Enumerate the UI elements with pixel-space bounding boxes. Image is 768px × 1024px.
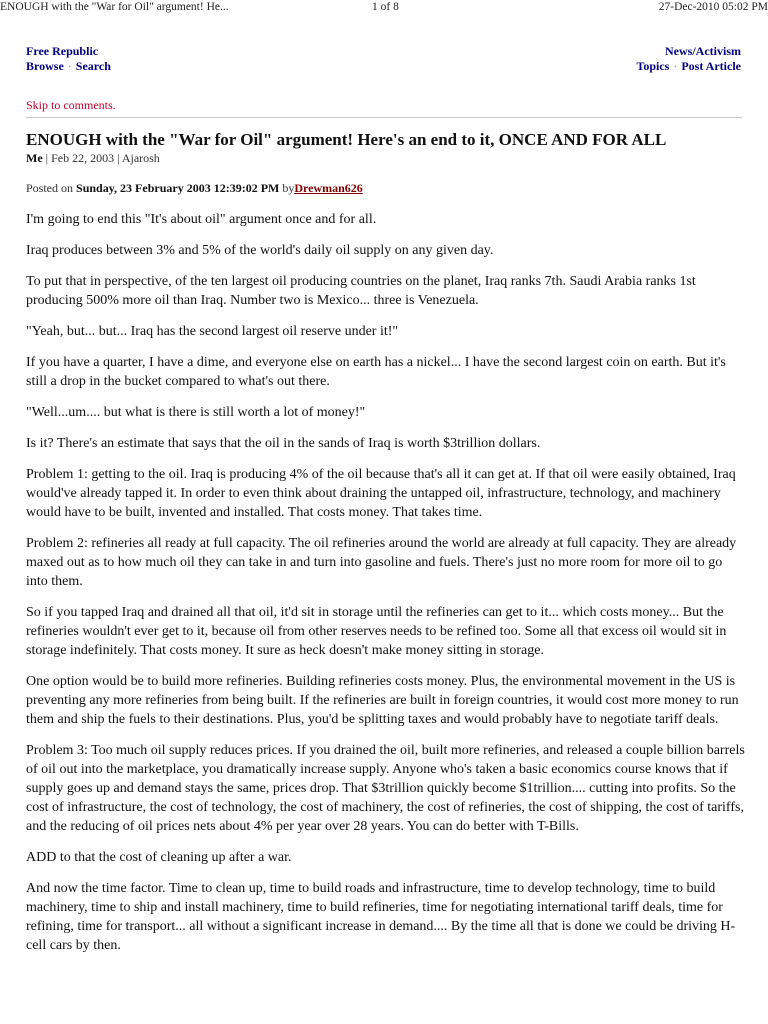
article-source-date: Feb 22, 2003 <box>51 151 115 165</box>
article-paragraph: To put that in perspective, of the ten largest oil producing countries on the planet, Iraq ranks 7th. Saudi Arabia ranks 1st producing 500% more oil than Iraq. Number two is Mexico... three is Venezuela. <box>26 274 696 308</box>
article-paragraph: ADD to that the cost of cleaning up after a war. <box>26 850 292 865</box>
print-header <box>0 0 768 14</box>
article-body <box>26 210 746 967</box>
article-paragraph: If you have a quarter, I have a dime, and everyone else on earth has a nickel... I have the second largest coin on earth. But it's still a drop in the bucket compared to what's out there. <box>26 355 726 389</box>
article-paragraph: Problem 2: refineries all ready at full capacity. The oil refineries around the world are already at full capacity. They are already maxed out as to how much oil they can take in and turn into gasoline and fuels. There's just no more room for more oil to go into them. <box>26 536 737 589</box>
site-home-link[interactable]: Free Republic <box>26 44 99 58</box>
nav-separator: · <box>67 59 72 73</box>
article-paragraph: Iraq produces between 3% and 5% of the world's daily oil supply on any given day. <box>26 243 494 258</box>
posted-by: by <box>282 181 295 195</box>
article-paragraph: So if you tapped Iraq and drained all that oil, it'd sit in storage until the refineries can get to it... which costs money... But the refineries wouldn't ever get to it, because oil from other reserves needs to be refined too. Some all that excess oil would sit in storage indefinitely. That costs money. It sure as heck doesn't make money sitting in storage. <box>26 605 727 658</box>
article-paragraph: Is it? There's an estimate that says that the oil in the sands of Iraq is worth $3trillion dollars. <box>26 436 541 451</box>
posted-date: Sunday, 23 February 2003 12:39:02 PM <box>76 181 280 195</box>
article-paragraph: One option would be to build more refineries. Building refineries costs money. Plus, the environmental movement in the US is preventing any more refineries from being built. If the refineries are built in foreign countries, it would cost more money to run them and ship the fuels to their destinations. Plus, you'd be splitting taxes and would probably have to negotiate tariff deals. <box>26 674 739 727</box>
article-paragraph: "Well...um.... but what is there is still worth a lot of money!" <box>26 405 366 420</box>
nav-separator: · <box>673 59 678 73</box>
nav-left <box>26 44 111 74</box>
article-byline: Me | Feb 22, 2003 | Ajarosh <box>26 151 160 165</box>
article-paragraph: I'm going to end this "It's about oil" argument once and for all. <box>26 212 377 227</box>
posted-prefix: Posted on <box>26 181 74 195</box>
article-source-author: Ajarosh <box>121 151 160 165</box>
print-datetime: 27-Dec-2010 05:02 PM <box>658 1 768 13</box>
article-paragraph: Problem 1: getting to the oil. Iraq is producing 4% of the oil because that's all it can get at. If that oil were easily obtained, Iraq would've already tapped it. In order to even think about draining the untapped oil, infrastructure, technology, and machinery would have to be built, invented and installed. That costs money. That takes time. <box>26 467 736 520</box>
print-page-title: ENOUGH with the "War for Oil" argument! He... <box>0 1 229 13</box>
skip-to-comments-link[interactable]: Skip to comments. <box>26 98 116 112</box>
post-article-link[interactable]: Post Article <box>681 59 741 73</box>
topics-link[interactable]: Topics <box>636 59 670 73</box>
article-title: ENOUGH with the "War for Oil" argument! Here's an end to it, ONCE AND FOR ALL <box>26 130 667 149</box>
search-link[interactable]: Search <box>75 59 111 73</box>
posted-line <box>26 181 363 196</box>
article-paragraph: "Yeah, but... but... Iraq has the second largest oil reserve under it!" <box>26 324 399 339</box>
print-page-number: 1 of 8 <box>372 1 399 13</box>
article-paragraph: And now the time factor. Time to clean up, time to build roads and infrastructure, time to develop technology, time to build machinery, time to ship and install machinery, time to build refineries, time for negotiating international tariff deals, time for refining, time for transport... all without a significant increase in demand.... By the time all that is done we could be driving H-cell cars by then. <box>26 881 736 953</box>
nav-right <box>636 44 741 74</box>
browse-link[interactable]: Browse <box>26 59 64 73</box>
article-paragraph: Problem 3: Too much oil supply reduces prices. If you drained the oil, built more refineries, and released a couple billion barrels of oil out into the marketplace, you dramatically increase supply. Anyone who's taken a basic economics course knows that if supply goes up and demand stays the same, prices drop. That $3trillion quickly become $1trillion.... cutting into profits. So the cost of infrastructure, the cost of technology, the cost of machinery, the cost of refineries, the cost of shipping, the cost of tariffs, and the reducing of oil prices nets about 4% per year over 28 years. You can do better with T-Bills. <box>26 743 745 834</box>
poster-link[interactable]: Drewman626 <box>294 181 363 195</box>
article-source: Me <box>26 151 43 165</box>
section-link[interactable]: News/Activism <box>665 44 741 58</box>
header-divider <box>26 117 742 118</box>
